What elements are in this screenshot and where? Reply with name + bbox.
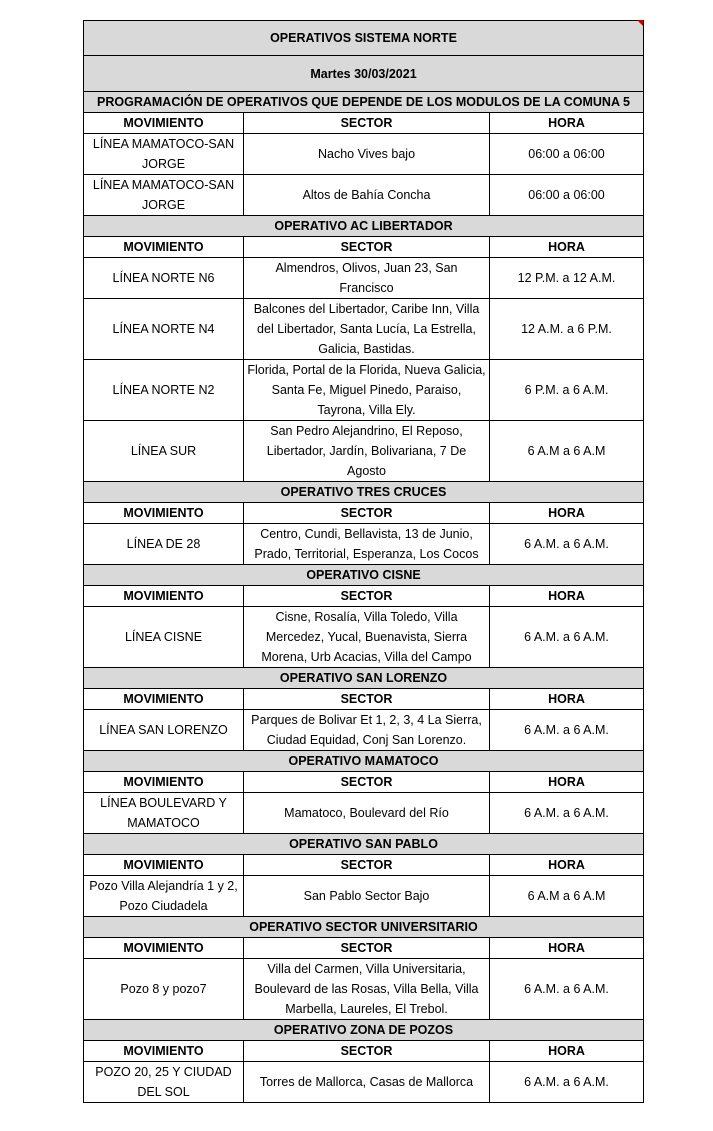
section-heading-row <box>84 482 644 503</box>
sector-cell: Nacho Vives bajo <box>244 134 490 175</box>
sector-cell: San Pablo Sector Bajo <box>244 876 490 917</box>
section-heading-row <box>84 565 644 586</box>
table-row <box>84 524 644 565</box>
column-header-time: HORA <box>490 1041 644 1062</box>
section-heading: PROGRAMACIÓN DE OPERATIVOS QUE DEPENDE DE LOS MODULOS DE LA COMUNA 5 <box>84 92 644 113</box>
column-header-time: HORA <box>490 772 644 793</box>
movement-cell: LÍNEA BOULEVARD Y MAMATOCO <box>84 793 244 834</box>
sector-cell: Almendros, Olivos, Juan 23, San Francisco <box>244 258 490 299</box>
time-cell: 6 A.M a 6 A.M <box>490 421 644 482</box>
section-heading: OPERATIVO SECTOR UNIVERSITARIO <box>84 917 644 938</box>
table-row <box>84 710 644 751</box>
column-header-time: HORA <box>490 855 644 876</box>
column-header-movement: MOVIMIENTO <box>84 113 244 134</box>
section-heading: OPERATIVO MAMATOCO <box>84 751 644 772</box>
table-row <box>84 258 644 299</box>
sector-cell: Florida, Portal de la Florida, Nueva Galicia, Santa Fe, Miguel Pinedo, Paraiso, Tayrona, Villa Ely. <box>244 360 490 421</box>
column-header-time: HORA <box>490 237 644 258</box>
sector-cell: Centro, Cundi, Bellavista, 13 de Junio, Prado, Territorial, Esperanza, Los Cocos <box>244 524 490 565</box>
time-cell: 6 A.M. a 6 A.M. <box>490 524 644 565</box>
column-header-row <box>84 113 644 134</box>
table-row <box>84 876 644 917</box>
column-header-sector: SECTOR <box>244 772 490 793</box>
column-header-row <box>84 772 644 793</box>
column-header-row <box>84 689 644 710</box>
movement-cell: LÍNEA SUR <box>84 421 244 482</box>
time-cell: 12 P.M. a 12 A.M. <box>490 258 644 299</box>
schedule-table <box>83 20 644 1103</box>
column-header-sector: SECTOR <box>244 113 490 134</box>
schedule-sheet <box>83 20 643 1103</box>
column-header-sector: SECTOR <box>244 1041 490 1062</box>
sector-cell: Torres de Mallorca, Casas de Mallorca <box>244 1062 490 1103</box>
column-header-time: HORA <box>490 113 644 134</box>
movement-cell: LÍNEA CISNE <box>84 607 244 668</box>
section-heading-row <box>84 216 644 237</box>
time-cell: 6 A.M. a 6 A.M. <box>490 959 644 1020</box>
table-row <box>84 299 644 360</box>
column-header-time: HORA <box>490 938 644 959</box>
movement-cell: LÍNEA DE 28 <box>84 524 244 565</box>
column-header-movement: MOVIMIENTO <box>84 237 244 258</box>
column-header-movement: MOVIMIENTO <box>84 772 244 793</box>
column-header-sector: SECTOR <box>244 237 490 258</box>
time-cell: 6 A.M. a 6 A.M. <box>490 793 644 834</box>
column-header-movement: MOVIMIENTO <box>84 689 244 710</box>
column-header-sector: SECTOR <box>244 503 490 524</box>
section-heading-row <box>84 1020 644 1041</box>
time-cell: 6 A.M. a 6 A.M. <box>490 1062 644 1103</box>
title-row <box>84 21 644 56</box>
sector-cell: Balcones del Libertador, Caribe Inn, Villa del Libertador, Santa Lucía, La Estrella, Galicia, Bastidas. <box>244 299 490 360</box>
column-header-time: HORA <box>490 586 644 607</box>
sector-cell: Altos de Bahía Concha <box>244 175 490 216</box>
movement-cell: LÍNEA MAMATOCO-SAN JORGE <box>84 175 244 216</box>
sector-cell: San Pedro Alejandrino, El Reposo, Libertador, Jardín, Bolivariana, 7 De Agosto <box>244 421 490 482</box>
table-row <box>84 1062 644 1103</box>
movement-cell: Pozo 8 y pozo7 <box>84 959 244 1020</box>
column-header-movement: MOVIMIENTO <box>84 503 244 524</box>
date-label: Martes 30/03/2021 <box>84 56 644 92</box>
table-row <box>84 959 644 1020</box>
sector-cell: Parques de Bolivar Et 1, 2, 3, 4 La Sierra, Ciudad Equidad, Conj San Lorenzo. <box>244 710 490 751</box>
movement-cell: LÍNEA SAN LORENZO <box>84 710 244 751</box>
column-header-sector: SECTOR <box>244 855 490 876</box>
time-cell: 12 A.M. a 6 P.M. <box>490 299 644 360</box>
column-header-time: HORA <box>490 689 644 710</box>
section-heading: OPERATIVO AC LIBERTADOR <box>84 216 644 237</box>
section-heading-row <box>84 834 644 855</box>
column-header-row <box>84 586 644 607</box>
movement-cell: Pozo Villa Alejandría 1 y 2, Pozo Ciudadela <box>84 876 244 917</box>
table-row <box>84 793 644 834</box>
page-title: OPERATIVOS SISTEMA NORTE <box>84 21 644 56</box>
date-row <box>84 56 644 92</box>
section-heading: OPERATIVO SAN PABLO <box>84 834 644 855</box>
column-header-movement: MOVIMIENTO <box>84 938 244 959</box>
column-header-row <box>84 503 644 524</box>
movement-cell: POZO 20, 25 Y CIUDAD DEL SOL <box>84 1062 244 1103</box>
column-header-row <box>84 855 644 876</box>
table-row <box>84 607 644 668</box>
time-cell: 06:00 a 06:00 <box>490 134 644 175</box>
column-header-movement: MOVIMIENTO <box>84 586 244 607</box>
section-heading: OPERATIVO ZONA DE POZOS <box>84 1020 644 1041</box>
column-header-sector: SECTOR <box>244 586 490 607</box>
table-row <box>84 360 644 421</box>
column-header-sector: SECTOR <box>244 938 490 959</box>
time-cell: 6 P.M. a 6 A.M. <box>490 360 644 421</box>
section-heading-row <box>84 751 644 772</box>
column-header-row <box>84 1041 644 1062</box>
movement-cell: LÍNEA NORTE N2 <box>84 360 244 421</box>
movement-cell: LÍNEA MAMATOCO-SAN JORGE <box>84 134 244 175</box>
section-heading-row <box>84 92 644 113</box>
sector-cell: Cisne, Rosalía, Villa Toledo, Villa Mercedez, Yucal, Buenavista, Sierra Morena, Urb Acacias, Villa del Campo <box>244 607 490 668</box>
table-row <box>84 175 644 216</box>
time-cell: 6 A.M. a 6 A.M. <box>490 710 644 751</box>
sector-cell: Mamatoco, Boulevard del Río <box>244 793 490 834</box>
section-heading-row <box>84 668 644 689</box>
column-header-sector: SECTOR <box>244 689 490 710</box>
comment-marker-icon <box>637 20 643 26</box>
movement-cell: LÍNEA NORTE N6 <box>84 258 244 299</box>
section-heading: OPERATIVO SAN LORENZO <box>84 668 644 689</box>
column-header-time: HORA <box>490 503 644 524</box>
time-cell: 6 A.M. a 6 A.M. <box>490 607 644 668</box>
column-header-movement: MOVIMIENTO <box>84 855 244 876</box>
section-heading: OPERATIVO CISNE <box>84 565 644 586</box>
sector-cell: Villa del Carmen, Villa Universitaria, Boulevard de las Rosas, Villa Bella, Villa Marbella, Laureles, El Trebol. <box>244 959 490 1020</box>
column-header-movement: MOVIMIENTO <box>84 1041 244 1062</box>
section-heading: OPERATIVO TRES CRUCES <box>84 482 644 503</box>
time-cell: 06:00 a 06:00 <box>490 175 644 216</box>
section-heading-row <box>84 917 644 938</box>
column-header-row <box>84 938 644 959</box>
table-row <box>84 134 644 175</box>
table-row <box>84 421 644 482</box>
time-cell: 6 A.M a 6 A.M <box>490 876 644 917</box>
column-header-row <box>84 237 644 258</box>
movement-cell: LÍNEA NORTE N4 <box>84 299 244 360</box>
